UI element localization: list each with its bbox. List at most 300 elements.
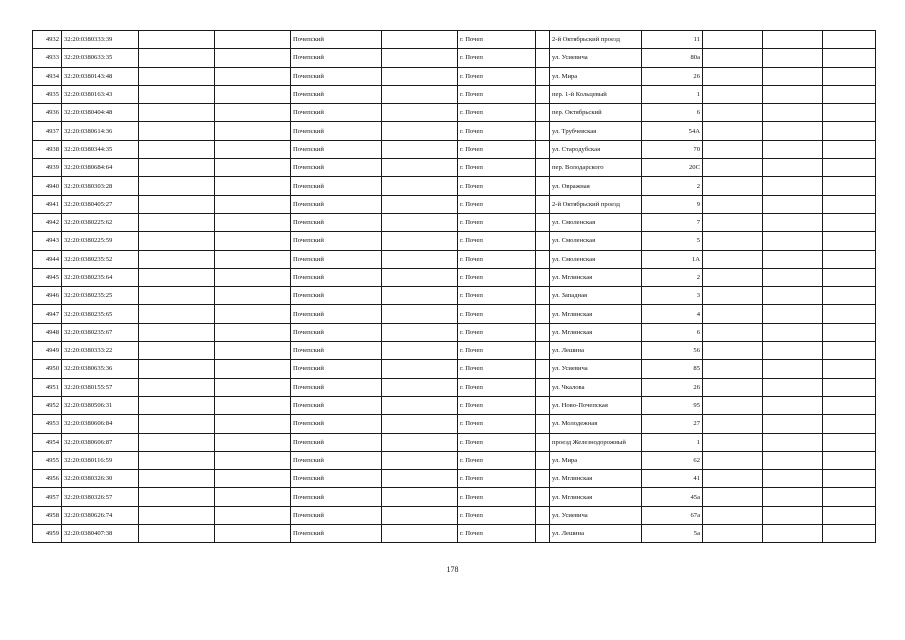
street-name: ул. Овражная bbox=[550, 177, 642, 195]
record-number: 4935 bbox=[33, 85, 62, 103]
city-name: г. Почеп bbox=[458, 287, 536, 305]
house-number: 2 bbox=[642, 268, 703, 286]
district-name: Почепский bbox=[291, 122, 382, 140]
empty-cell bbox=[382, 232, 458, 250]
house-number: 27 bbox=[642, 415, 703, 433]
record-number: 4946 bbox=[33, 287, 62, 305]
empty-cell bbox=[763, 415, 823, 433]
empty-cell bbox=[382, 488, 458, 506]
empty-cell bbox=[215, 85, 291, 103]
empty-cell bbox=[703, 396, 763, 414]
district-name: Почепский bbox=[291, 525, 382, 543]
street-name: ул. Смоленская bbox=[550, 232, 642, 250]
empty-cell bbox=[382, 305, 458, 323]
table-row bbox=[33, 433, 876, 451]
empty-cell bbox=[703, 378, 763, 396]
empty-cell bbox=[703, 67, 763, 85]
street-name: ул. Ново-Почепская bbox=[550, 396, 642, 414]
record-number: 4956 bbox=[33, 470, 62, 488]
empty-cell bbox=[215, 268, 291, 286]
house-number: 26 bbox=[642, 67, 703, 85]
empty-cell bbox=[536, 506, 550, 524]
empty-cell bbox=[215, 433, 291, 451]
registry-table bbox=[32, 30, 876, 543]
city-name: г. Почеп bbox=[458, 67, 536, 85]
empty-cell bbox=[703, 342, 763, 360]
empty-cell bbox=[215, 67, 291, 85]
empty-cell bbox=[382, 360, 458, 378]
empty-cell bbox=[382, 525, 458, 543]
empty-cell bbox=[139, 85, 215, 103]
empty-cell bbox=[215, 122, 291, 140]
district-name: Почепский bbox=[291, 415, 382, 433]
empty-cell bbox=[703, 470, 763, 488]
street-name: ул. Молодежная bbox=[550, 415, 642, 433]
empty-cell bbox=[139, 488, 215, 506]
empty-cell bbox=[536, 177, 550, 195]
empty-cell bbox=[823, 378, 876, 396]
district-name: Почепский bbox=[291, 451, 382, 469]
empty-cell bbox=[139, 396, 215, 414]
empty-cell bbox=[703, 488, 763, 506]
cadastral-number: 32:20:0380303:28 bbox=[62, 177, 139, 195]
record-number: 4957 bbox=[33, 488, 62, 506]
empty-cell bbox=[139, 104, 215, 122]
empty-cell bbox=[823, 268, 876, 286]
empty-cell bbox=[382, 31, 458, 49]
street-name: 2-й Октябрьский проезд bbox=[550, 195, 642, 213]
empty-cell bbox=[703, 49, 763, 67]
city-name: г. Почеп bbox=[458, 415, 536, 433]
record-number: 4951 bbox=[33, 378, 62, 396]
empty-cell bbox=[823, 140, 876, 158]
empty-cell bbox=[536, 67, 550, 85]
city-name: г. Почеп bbox=[458, 159, 536, 177]
district-name: Почепский bbox=[291, 195, 382, 213]
district-name: Почепский bbox=[291, 342, 382, 360]
house-number: 1 bbox=[642, 433, 703, 451]
empty-cell bbox=[536, 159, 550, 177]
empty-cell bbox=[139, 506, 215, 524]
empty-cell bbox=[139, 342, 215, 360]
empty-cell bbox=[703, 85, 763, 103]
cadastral-number: 32:20:0380235:25 bbox=[62, 287, 139, 305]
empty-cell bbox=[215, 470, 291, 488]
table-row bbox=[33, 122, 876, 140]
empty-cell bbox=[215, 342, 291, 360]
street-name: ул. Лешина bbox=[550, 342, 642, 360]
table-row bbox=[33, 49, 876, 67]
table-row bbox=[33, 31, 876, 49]
cadastral-number: 32:20:0380225:59 bbox=[62, 232, 139, 250]
empty-cell bbox=[763, 140, 823, 158]
street-name: ул. Трубчевская bbox=[550, 122, 642, 140]
house-number: 4 bbox=[642, 305, 703, 323]
record-number: 4934 bbox=[33, 67, 62, 85]
street-name: ул. Усиевича bbox=[550, 506, 642, 524]
empty-cell bbox=[763, 305, 823, 323]
empty-cell bbox=[536, 470, 550, 488]
cadastral-number: 32:20:0380235:52 bbox=[62, 250, 139, 268]
district-name: Почепский bbox=[291, 268, 382, 286]
cadastral-number: 32:20:0380235:64 bbox=[62, 268, 139, 286]
street-name: ул. Смоленская bbox=[550, 250, 642, 268]
cadastral-number: 32:20:0380333:22 bbox=[62, 342, 139, 360]
empty-cell bbox=[823, 195, 876, 213]
empty-cell bbox=[763, 195, 823, 213]
empty-cell bbox=[215, 195, 291, 213]
house-number: 45а bbox=[642, 488, 703, 506]
empty-cell bbox=[763, 213, 823, 231]
empty-cell bbox=[139, 250, 215, 268]
empty-cell bbox=[382, 67, 458, 85]
district-name: Почепский bbox=[291, 67, 382, 85]
street-name: ул. Стародубская bbox=[550, 140, 642, 158]
street-name: ул. Мглинская bbox=[550, 488, 642, 506]
table-row bbox=[33, 342, 876, 360]
city-name: г. Почеп bbox=[458, 232, 536, 250]
empty-cell bbox=[823, 506, 876, 524]
city-name: г. Почеп bbox=[458, 49, 536, 67]
empty-cell bbox=[823, 67, 876, 85]
district-name: Почепский bbox=[291, 31, 382, 49]
empty-cell bbox=[536, 122, 550, 140]
empty-cell bbox=[382, 213, 458, 231]
table-row bbox=[33, 232, 876, 250]
house-number: 3 bbox=[642, 287, 703, 305]
empty-cell bbox=[823, 360, 876, 378]
record-number: 4937 bbox=[33, 122, 62, 140]
table-row bbox=[33, 396, 876, 414]
city-name: г. Почеп bbox=[458, 378, 536, 396]
empty-cell bbox=[139, 451, 215, 469]
house-number: 7 bbox=[642, 213, 703, 231]
city-name: г. Почеп bbox=[458, 323, 536, 341]
cadastral-number: 32:20:0380635:36 bbox=[62, 360, 139, 378]
empty-cell bbox=[763, 177, 823, 195]
house-number: 56 bbox=[642, 342, 703, 360]
house-number: 20С bbox=[642, 159, 703, 177]
record-number: 4933 bbox=[33, 49, 62, 67]
empty-cell bbox=[703, 451, 763, 469]
empty-cell bbox=[823, 396, 876, 414]
cadastral-number: 32:20:0380116:59 bbox=[62, 451, 139, 469]
empty-cell bbox=[215, 104, 291, 122]
city-name: г. Почеп bbox=[458, 433, 536, 451]
empty-cell bbox=[215, 451, 291, 469]
empty-cell bbox=[215, 250, 291, 268]
city-name: г. Почеп bbox=[458, 140, 536, 158]
empty-cell bbox=[763, 250, 823, 268]
district-name: Почепский bbox=[291, 232, 382, 250]
empty-cell bbox=[215, 525, 291, 543]
table-row bbox=[33, 195, 876, 213]
empty-cell bbox=[536, 342, 550, 360]
empty-cell bbox=[536, 433, 550, 451]
empty-cell bbox=[536, 85, 550, 103]
empty-cell bbox=[703, 323, 763, 341]
empty-cell bbox=[382, 396, 458, 414]
empty-cell bbox=[536, 104, 550, 122]
empty-cell bbox=[763, 104, 823, 122]
street-name: пер. 1-й Кольцевый bbox=[550, 85, 642, 103]
table-row bbox=[33, 104, 876, 122]
city-name: г. Почеп bbox=[458, 488, 536, 506]
house-number: 62 bbox=[642, 451, 703, 469]
empty-cell bbox=[703, 415, 763, 433]
empty-cell bbox=[823, 49, 876, 67]
empty-cell bbox=[536, 488, 550, 506]
city-name: г. Почеп bbox=[458, 177, 536, 195]
city-name: г. Почеп bbox=[458, 305, 536, 323]
table-row bbox=[33, 305, 876, 323]
city-name: г. Почеп bbox=[458, 525, 536, 543]
record-number: 4936 bbox=[33, 104, 62, 122]
cadastral-number: 32:20:0380506:31 bbox=[62, 396, 139, 414]
city-name: г. Почеп bbox=[458, 506, 536, 524]
empty-cell bbox=[139, 268, 215, 286]
city-name: г. Почеп bbox=[458, 104, 536, 122]
empty-cell bbox=[139, 140, 215, 158]
empty-cell bbox=[823, 342, 876, 360]
house-number: 5а bbox=[642, 525, 703, 543]
empty-cell bbox=[703, 177, 763, 195]
empty-cell bbox=[215, 323, 291, 341]
record-number: 4959 bbox=[33, 525, 62, 543]
street-name: ул. Мглинская bbox=[550, 268, 642, 286]
record-number: 4939 bbox=[33, 159, 62, 177]
record-number: 4940 bbox=[33, 177, 62, 195]
record-number: 4958 bbox=[33, 506, 62, 524]
empty-cell bbox=[215, 396, 291, 414]
empty-cell bbox=[763, 506, 823, 524]
table-row bbox=[33, 268, 876, 286]
city-name: г. Почеп bbox=[458, 342, 536, 360]
empty-cell bbox=[382, 342, 458, 360]
table-row bbox=[33, 451, 876, 469]
empty-cell bbox=[215, 488, 291, 506]
empty-cell bbox=[763, 287, 823, 305]
record-number: 4932 bbox=[33, 31, 62, 49]
district-name: Почепский bbox=[291, 140, 382, 158]
house-number: 80а bbox=[642, 49, 703, 67]
empty-cell bbox=[763, 232, 823, 250]
street-name: ул. Мглинская bbox=[550, 323, 642, 341]
empty-cell bbox=[763, 49, 823, 67]
empty-cell bbox=[823, 525, 876, 543]
empty-cell bbox=[823, 122, 876, 140]
empty-cell bbox=[536, 396, 550, 414]
empty-cell bbox=[763, 433, 823, 451]
table-row bbox=[33, 506, 876, 524]
district-name: Почепский bbox=[291, 506, 382, 524]
empty-cell bbox=[703, 250, 763, 268]
empty-cell bbox=[536, 360, 550, 378]
empty-cell bbox=[139, 525, 215, 543]
empty-cell bbox=[763, 451, 823, 469]
empty-cell bbox=[536, 31, 550, 49]
house-number: 95 bbox=[642, 396, 703, 414]
empty-cell bbox=[139, 67, 215, 85]
house-number: 9 bbox=[642, 195, 703, 213]
street-name: пер. Октябрьский bbox=[550, 104, 642, 122]
empty-cell bbox=[823, 488, 876, 506]
record-number: 4954 bbox=[33, 433, 62, 451]
street-name: 2-й Октябрьский проезд bbox=[550, 31, 642, 49]
record-number: 4948 bbox=[33, 323, 62, 341]
empty-cell bbox=[703, 268, 763, 286]
empty-cell bbox=[703, 122, 763, 140]
city-name: г. Почеп bbox=[458, 470, 536, 488]
record-number: 4955 bbox=[33, 451, 62, 469]
city-name: г. Почеп bbox=[458, 451, 536, 469]
empty-cell bbox=[763, 122, 823, 140]
empty-cell bbox=[823, 470, 876, 488]
street-name: пер. Володарского bbox=[550, 159, 642, 177]
empty-cell bbox=[382, 140, 458, 158]
empty-cell bbox=[382, 506, 458, 524]
district-name: Почепский bbox=[291, 470, 382, 488]
empty-cell bbox=[215, 506, 291, 524]
empty-cell bbox=[382, 470, 458, 488]
city-name: г. Почеп bbox=[458, 396, 536, 414]
cadastral-number: 32:20:0380333:39 bbox=[62, 31, 139, 49]
empty-cell bbox=[215, 213, 291, 231]
district-name: Почепский bbox=[291, 49, 382, 67]
cadastral-number: 32:20:0380225:62 bbox=[62, 213, 139, 231]
empty-cell bbox=[215, 360, 291, 378]
street-name: ул. Смоленская bbox=[550, 213, 642, 231]
table-row bbox=[33, 360, 876, 378]
empty-cell bbox=[215, 287, 291, 305]
empty-cell bbox=[215, 415, 291, 433]
cadastral-number: 32:20:0380163:43 bbox=[62, 85, 139, 103]
empty-cell bbox=[215, 305, 291, 323]
district-name: Почепский bbox=[291, 378, 382, 396]
empty-cell bbox=[823, 177, 876, 195]
empty-cell bbox=[536, 213, 550, 231]
street-name: ул. Западная bbox=[550, 287, 642, 305]
empty-cell bbox=[139, 360, 215, 378]
empty-cell bbox=[382, 195, 458, 213]
cadastral-number: 32:20:0380344:35 bbox=[62, 140, 139, 158]
cadastral-number: 32:20:0380633:35 bbox=[62, 49, 139, 67]
empty-cell bbox=[382, 177, 458, 195]
cadastral-number: 32:20:0380684:64 bbox=[62, 159, 139, 177]
empty-cell bbox=[139, 470, 215, 488]
empty-cell bbox=[763, 85, 823, 103]
empty-cell bbox=[536, 250, 550, 268]
empty-cell bbox=[823, 232, 876, 250]
house-number: 54А bbox=[642, 122, 703, 140]
street-name: ул. Чкалова bbox=[550, 378, 642, 396]
empty-cell bbox=[763, 323, 823, 341]
district-name: Почепский bbox=[291, 104, 382, 122]
table-row bbox=[33, 67, 876, 85]
district-name: Почепский bbox=[291, 213, 382, 231]
street-name: ул. Усиевича bbox=[550, 49, 642, 67]
page-number: 178 bbox=[446, 565, 459, 574]
empty-cell bbox=[139, 213, 215, 231]
empty-cell bbox=[763, 378, 823, 396]
house-number: 2 bbox=[642, 177, 703, 195]
empty-cell bbox=[763, 360, 823, 378]
cadastral-number: 32:20:0380235:67 bbox=[62, 323, 139, 341]
empty-cell bbox=[703, 360, 763, 378]
table-row bbox=[33, 488, 876, 506]
empty-cell bbox=[823, 31, 876, 49]
empty-cell bbox=[703, 433, 763, 451]
empty-cell bbox=[215, 31, 291, 49]
cadastral-number: 32:20:0380326:30 bbox=[62, 470, 139, 488]
empty-cell bbox=[763, 396, 823, 414]
cadastral-number: 32:20:0380614:36 bbox=[62, 122, 139, 140]
district-name: Почепский bbox=[291, 305, 382, 323]
city-name: г. Почеп bbox=[458, 122, 536, 140]
empty-cell bbox=[139, 232, 215, 250]
record-number: 4944 bbox=[33, 250, 62, 268]
table-row bbox=[33, 323, 876, 341]
empty-cell bbox=[215, 140, 291, 158]
empty-cell bbox=[703, 232, 763, 250]
empty-cell bbox=[703, 213, 763, 231]
empty-cell bbox=[536, 451, 550, 469]
empty-cell bbox=[382, 451, 458, 469]
record-number: 4942 bbox=[33, 213, 62, 231]
cadastral-number: 32:20:0380405:27 bbox=[62, 195, 139, 213]
empty-cell bbox=[823, 250, 876, 268]
empty-cell bbox=[703, 195, 763, 213]
empty-cell bbox=[215, 378, 291, 396]
empty-cell bbox=[139, 177, 215, 195]
empty-cell bbox=[823, 213, 876, 231]
empty-cell bbox=[763, 525, 823, 543]
city-name: г. Почеп bbox=[458, 85, 536, 103]
cadastral-number: 32:20:0380606:84 bbox=[62, 415, 139, 433]
empty-cell bbox=[536, 287, 550, 305]
street-name: ул. Мглинская bbox=[550, 470, 642, 488]
house-number: 85 bbox=[642, 360, 703, 378]
empty-cell bbox=[215, 177, 291, 195]
empty-cell bbox=[823, 451, 876, 469]
table-row bbox=[33, 177, 876, 195]
empty-cell bbox=[536, 305, 550, 323]
record-number: 4949 bbox=[33, 342, 62, 360]
empty-cell bbox=[763, 67, 823, 85]
empty-cell bbox=[139, 122, 215, 140]
district-name: Почепский bbox=[291, 159, 382, 177]
table-row bbox=[33, 159, 876, 177]
table-row bbox=[33, 378, 876, 396]
district-name: Почепский bbox=[291, 323, 382, 341]
district-name: Почепский bbox=[291, 250, 382, 268]
empty-cell bbox=[139, 287, 215, 305]
empty-cell bbox=[823, 104, 876, 122]
empty-cell bbox=[703, 159, 763, 177]
street-name: ул. Мира bbox=[550, 67, 642, 85]
empty-cell bbox=[382, 323, 458, 341]
district-name: Почепский bbox=[291, 85, 382, 103]
street-name: проезд Железнодорожный bbox=[550, 433, 642, 451]
district-name: Почепский bbox=[291, 433, 382, 451]
empty-cell bbox=[139, 433, 215, 451]
empty-cell bbox=[382, 378, 458, 396]
empty-cell bbox=[823, 305, 876, 323]
table-row bbox=[33, 140, 876, 158]
house-number: 5 bbox=[642, 232, 703, 250]
empty-cell bbox=[763, 268, 823, 286]
street-name: ул. Мира bbox=[550, 451, 642, 469]
